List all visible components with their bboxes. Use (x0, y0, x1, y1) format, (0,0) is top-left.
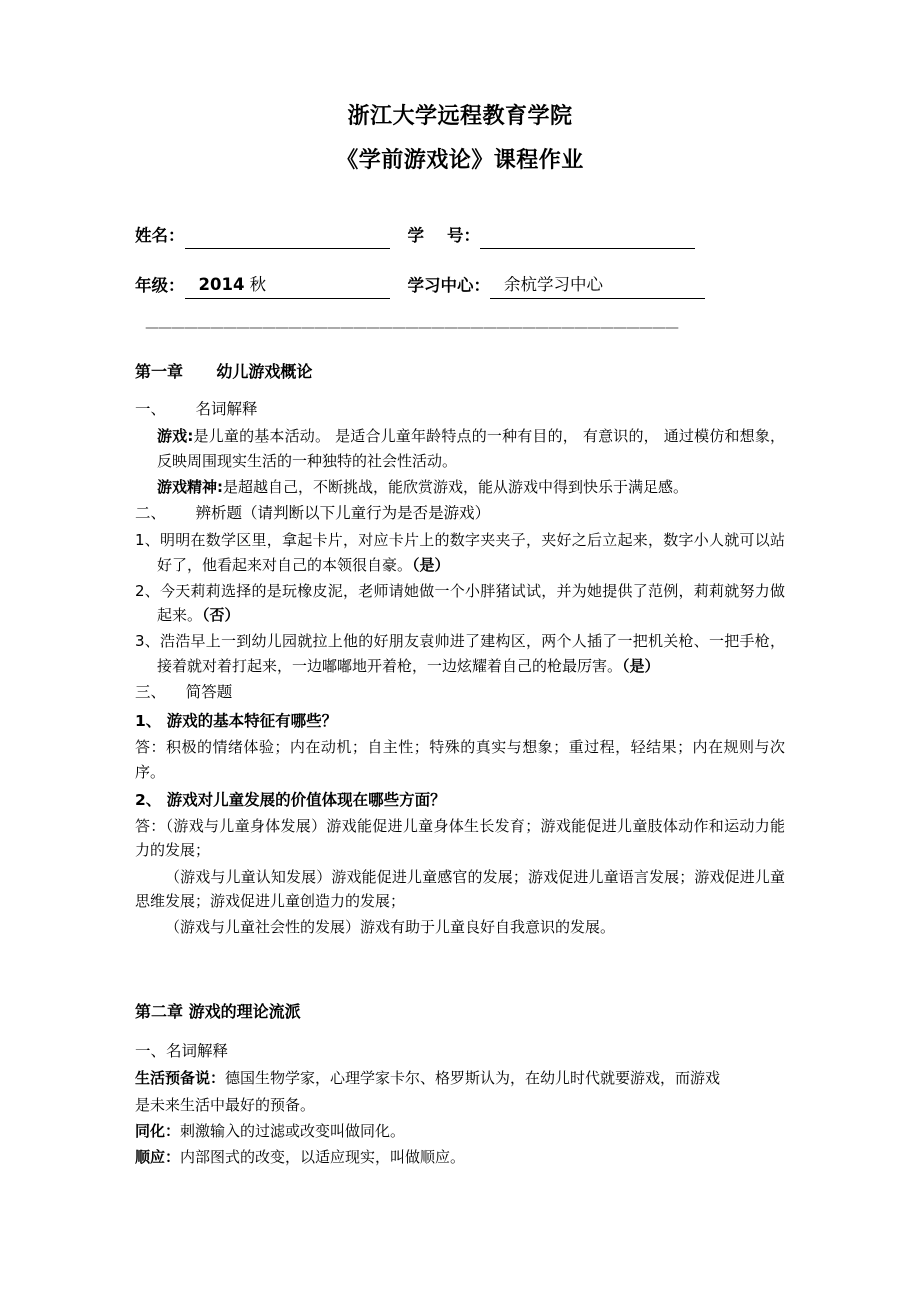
page-title-line1: 浙江大学远程教育学院 (347, 104, 573, 129)
term-name: 游戏: (157, 427, 194, 446)
page-title-line2: 《学前游戏论》课程作业 (336, 148, 584, 174)
term-definition-assimilation (135, 1119, 785, 1143)
form-row-name-id (135, 222, 785, 249)
form-row-grade-center (135, 271, 785, 299)
item-answer: （否） (202, 606, 240, 625)
item-number: 3、 (135, 632, 161, 651)
question-2-answer-part-2: （游戏与儿童认知发展）游戏能促进儿童感官的发展；游戏促进儿童语言发展；游戏促进儿童思维发展；游戏促进儿童创造力的发展； (135, 867, 785, 910)
name-input[interactable] (185, 223, 390, 249)
chapter2-section-1-heading: 一、名词解释 (135, 1042, 229, 1061)
question-2-answer-part-3: （游戏与儿童社会性的发展）游戏有助于儿童良好自我意识的发展。 (165, 918, 616, 937)
chapter-2-heading: 第二章 游戏的理论流派 (135, 1002, 301, 1022)
chapter1-section-3-heading: 三、 简答题 (135, 682, 233, 701)
chapter1-section-2-heading: 二、 辨析题（请判断以下儿童行为是否是游戏） (135, 504, 491, 523)
chapter-spacer (135, 941, 785, 953)
learning-center-label: 学习中心： (407, 276, 490, 296)
question-1-answer: 答：积极的情绪体验；内在动机；自主性；特殊的真实与想象；重过程，轻结果；内在规则与次序。 (135, 738, 785, 781)
section-divider: ————————————————————————————————————————— (145, 321, 678, 337)
term-text: 是超越自己，不断挑战，能欣赏游戏，能从游戏中得到快乐于满足感。 (223, 477, 689, 496)
term-text: 是儿童的基本活动。 是适合儿童年龄特点的一种有目的， 有意识的， 通过模仿和想象， 反映周围现实生活的一种独特的社会性活动。 (157, 427, 785, 470)
chapter-1-heading: 第一章 幼儿游戏概论 (135, 362, 313, 382)
term-definition-life-preparation (135, 1066, 785, 1090)
term-name: 生活预备说： (135, 1069, 226, 1088)
item-text: 浩浩早上一到幼儿园就拉上他的好朋友袁帅进了建构区，两个人插了一把机关枪、一把手枪，接着就对着打起来，一边嘟嘟地开着枪，一边炫耀着自己的枪最厉害。 (157, 632, 785, 675)
item-text: 今天莉莉选择的是玩橡皮泥，老师请她做一个小胖猪试试，并为她提供了范例，莉莉就努力做起来。 (157, 581, 785, 625)
name-label: 姓名： (135, 226, 185, 246)
term-text: 刺激输入的过滤或改变叫做同化。 (180, 1122, 406, 1140)
item-answer: （是） (412, 555, 450, 574)
learning-center-input[interactable]: 余杭学习中心 (490, 271, 705, 299)
term-definition-accommodation (135, 1145, 785, 1169)
question-1-title: 1、 游戏的基本特征有哪些？ (135, 712, 338, 731)
grade-year-value: 2014 (198, 275, 245, 295)
term-name: 顺应： (135, 1148, 181, 1167)
student-id-input[interactable] (480, 223, 695, 249)
term-name: 游戏精神: (157, 477, 223, 496)
item-number: 2、 (135, 581, 161, 600)
item-number: 1、 (135, 531, 161, 550)
grade-label: 年级： (135, 276, 185, 296)
student-info-form (135, 222, 785, 299)
analysis-item (135, 579, 785, 628)
student-id-label: 学 号： (407, 226, 480, 246)
term-definition-game (135, 424, 785, 473)
term-text: 德国生物学家，心理学家卡尔、格罗斯认为，在幼儿时代就要游戏，而游戏 (225, 1069, 721, 1088)
analysis-item (135, 528, 785, 577)
term-definition-life-preparation-continued: 是未来生活中最好的预备。 (135, 1095, 316, 1114)
document-body (135, 359, 785, 1169)
term-name: 同化： (135, 1122, 181, 1140)
grade-term-value: 秋 (244, 275, 267, 295)
term-text: 内部图式的改变，以适应现实，叫做顺应。 (180, 1148, 466, 1167)
term-definition-game-spirit (135, 475, 785, 499)
grade-input[interactable] (185, 271, 390, 299)
chapter1-section-1-heading: 一、 名词解释 (135, 400, 258, 419)
question-2-title: 2、 游戏对儿童发展的价值体现在哪些方面？ (135, 790, 446, 809)
item-answer: （是） (622, 656, 660, 675)
question-2-answer-part-1: 答：（游戏与儿童身体发展）游戏能促进儿童身体生长发育；游戏能促进儿童肢体动作和运动力能力的发展； (135, 816, 785, 860)
item-text: 明明在数学区里，拿起卡片，对应卡片上的数字夹夹子，夹好之后立起来，数字小人就可以站好了，他看起来对自己的本领很自豪。 (157, 531, 785, 574)
analysis-item (135, 629, 785, 678)
